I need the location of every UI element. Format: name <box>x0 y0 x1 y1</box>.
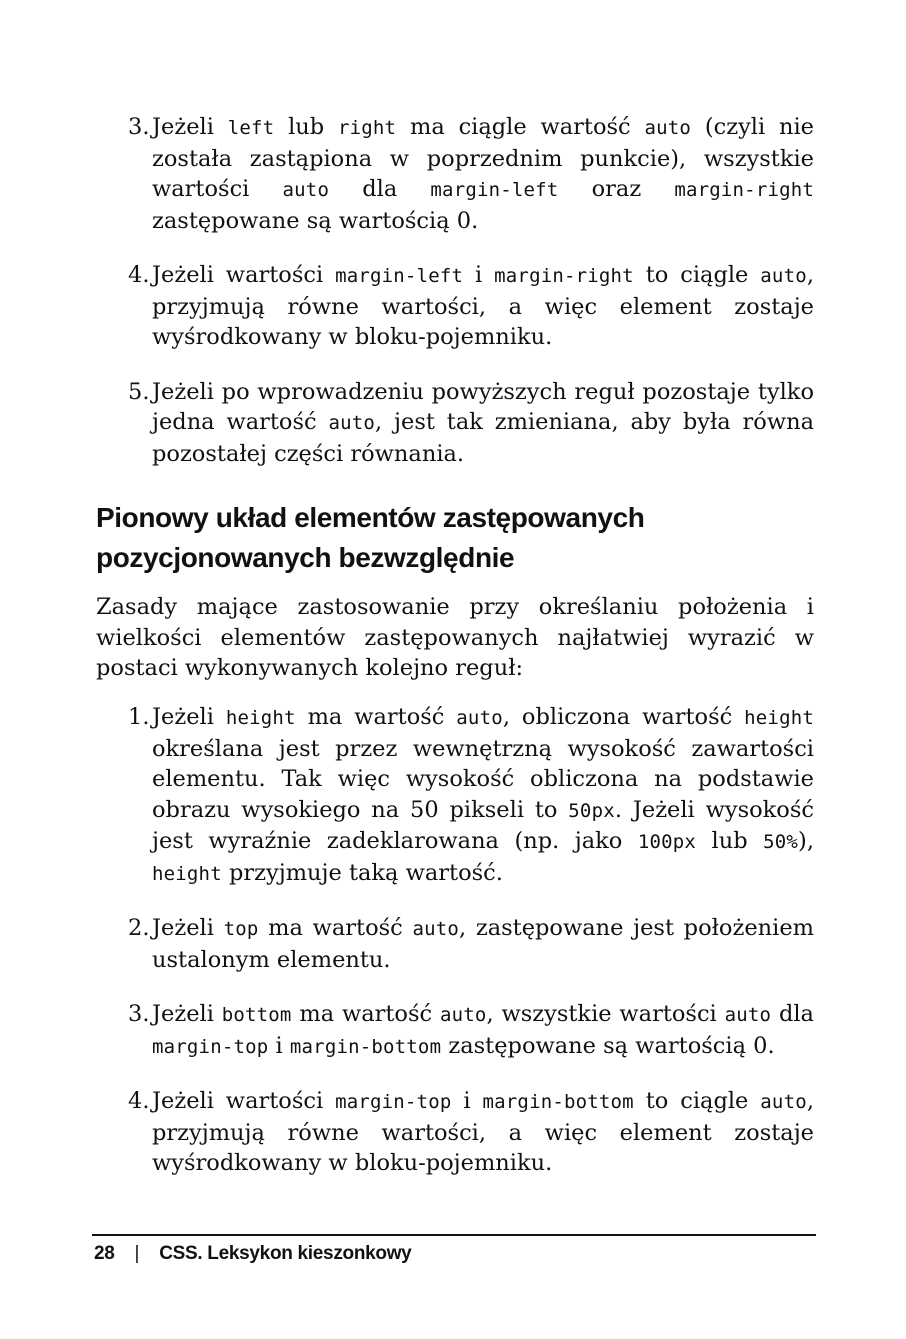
text-run: ma wartość <box>295 704 457 730</box>
code-keyword: left <box>227 117 275 139</box>
text-run: , wszystkie wartości <box>486 1001 725 1027</box>
code-keyword: margin-top <box>335 1091 452 1113</box>
list-item-number: 3. <box>128 1001 150 1027</box>
text-run: , jest tak zmieniana, aby była równa pozostałej części równania. <box>152 409 814 467</box>
page-number: 28 <box>94 1243 115 1264</box>
code-keyword: height <box>744 707 814 729</box>
footer-rule <box>92 1234 816 1236</box>
code-keyword: margin-top <box>152 1035 269 1058</box>
text-run: Jeżeli <box>152 704 226 730</box>
code-keyword: auto <box>644 117 692 139</box>
text-run: to ciągle <box>633 1088 761 1114</box>
list-item <box>96 999 814 1062</box>
code-keyword: auto <box>282 179 330 201</box>
text-run: , przyjmują równe wartości, a więc element zostaje wyśrodkowany w bloku-pojemniku. <box>152 262 815 350</box>
list-item-number: 4. <box>128 1088 150 1114</box>
code-keyword: auto <box>456 707 503 729</box>
text-run: przyjmuje taką wartość. <box>221 859 503 886</box>
text-run: Jeżeli wartości <box>152 1088 336 1114</box>
code-keyword: bottom <box>221 1004 292 1026</box>
code-keyword: margin-right <box>494 265 634 287</box>
text-run: , zastępowane jest położeniem ustalonym elementu. <box>152 915 814 973</box>
code-keyword: margin-left <box>335 265 464 287</box>
list-item <box>96 260 814 353</box>
text-run: lub <box>696 828 764 854</box>
list-item <box>96 377 814 470</box>
code-keyword: right <box>338 117 397 139</box>
code-keyword: margin-left <box>430 179 559 201</box>
text-run: ma wartość <box>258 915 413 941</box>
code-keyword: height <box>225 707 296 729</box>
text-run: ), <box>798 828 814 854</box>
text-run: Jeżeli wartości <box>152 262 336 288</box>
text-run: (czyli nie została zastąpiona w poprzednim punkcie), wszystkie wartości <box>152 114 814 202</box>
book-title: CSS. Leksykon kieszonkowy <box>159 1243 412 1264</box>
code-keyword: auto <box>439 1004 487 1026</box>
text-run: i <box>463 262 495 288</box>
text-run: Jeżeli po wprowadzeniu powyższych reguł pozostaje tylko jedna wartość <box>152 378 814 435</box>
text-run: ma wartość <box>291 1001 440 1027</box>
heading-line-1: Pionowy układ elementów zastępowanych <box>96 502 645 533</box>
code-keyword: height <box>152 862 222 885</box>
list-item <box>96 112 814 236</box>
list-item-number: 1. <box>128 704 150 730</box>
text-run: i <box>451 1088 483 1114</box>
text-run: ma ciągle wartość <box>396 114 645 140</box>
code-keyword: auto <box>724 1004 772 1026</box>
text-run: Jeżeli <box>152 1001 222 1027</box>
code-keyword: margin-bottom <box>289 1035 442 1058</box>
text-run: określana jest przez wewnętrzną wysokość zawartości elementu. Tak więc wysokość obliczona na podstawie obrazu wysokiego na 50 pikseli to <box>152 735 814 823</box>
text-run: zastępowane są wartością 0. <box>152 207 479 234</box>
code-keyword: 50% <box>763 831 799 853</box>
text-run: dla <box>329 176 431 202</box>
text-run: oraz <box>558 176 675 202</box>
text-run: Jeżeli <box>152 114 228 140</box>
text-run: dla <box>771 1001 814 1027</box>
text-run: zastępowane są wartością 0. <box>441 1032 775 1059</box>
code-keyword: auto <box>412 918 460 940</box>
rules-list-horizontal <box>96 112 814 493</box>
list-item-number: 3. <box>128 114 150 140</box>
section-heading <box>96 498 814 578</box>
list-item <box>96 913 814 975</box>
code-keyword: 100px <box>637 831 697 853</box>
code-keyword: top <box>223 918 259 940</box>
intro-paragraph: Zasady mające zastosowanie przy określaniu położenia i wielkości elementów zastępowanych najłatwiej wyrazić w postaci wykonywanych kolejno reguł: <box>96 594 814 681</box>
list-item <box>96 702 814 889</box>
list-item-number: 4. <box>128 262 150 288</box>
list-item <box>96 1086 814 1179</box>
heading-line-2: pozycjonowanych bezwzględnie <box>96 542 515 573</box>
code-keyword: margin-bottom <box>482 1091 634 1113</box>
text-run: . Jeżeli wysokość jest wyraźnie zadeklarowana (np. jako <box>152 796 814 854</box>
code-keyword: auto <box>760 265 807 287</box>
text-run: lub <box>274 114 338 140</box>
text-run: , obliczona wartość <box>502 704 745 730</box>
code-keyword: auto <box>760 1091 807 1113</box>
page-footer <box>94 1240 411 1268</box>
code-keyword: 50px <box>568 799 615 822</box>
text-run: i <box>268 1032 290 1059</box>
code-keyword: margin-right <box>674 179 815 201</box>
rules-list-vertical <box>96 702 814 1203</box>
text-run: , przyjmują równe wartości, a więc element zostaje wyśrodkowany w bloku-pojemniku. <box>152 1088 815 1176</box>
code-keyword: auto <box>328 412 376 434</box>
list-item-number: 2. <box>128 915 150 941</box>
text-run: to ciągle <box>633 262 761 288</box>
text-run: Jeżeli <box>152 915 224 941</box>
footer-separator: | <box>134 1243 140 1264</box>
list-item-number: 5. <box>128 378 150 405</box>
